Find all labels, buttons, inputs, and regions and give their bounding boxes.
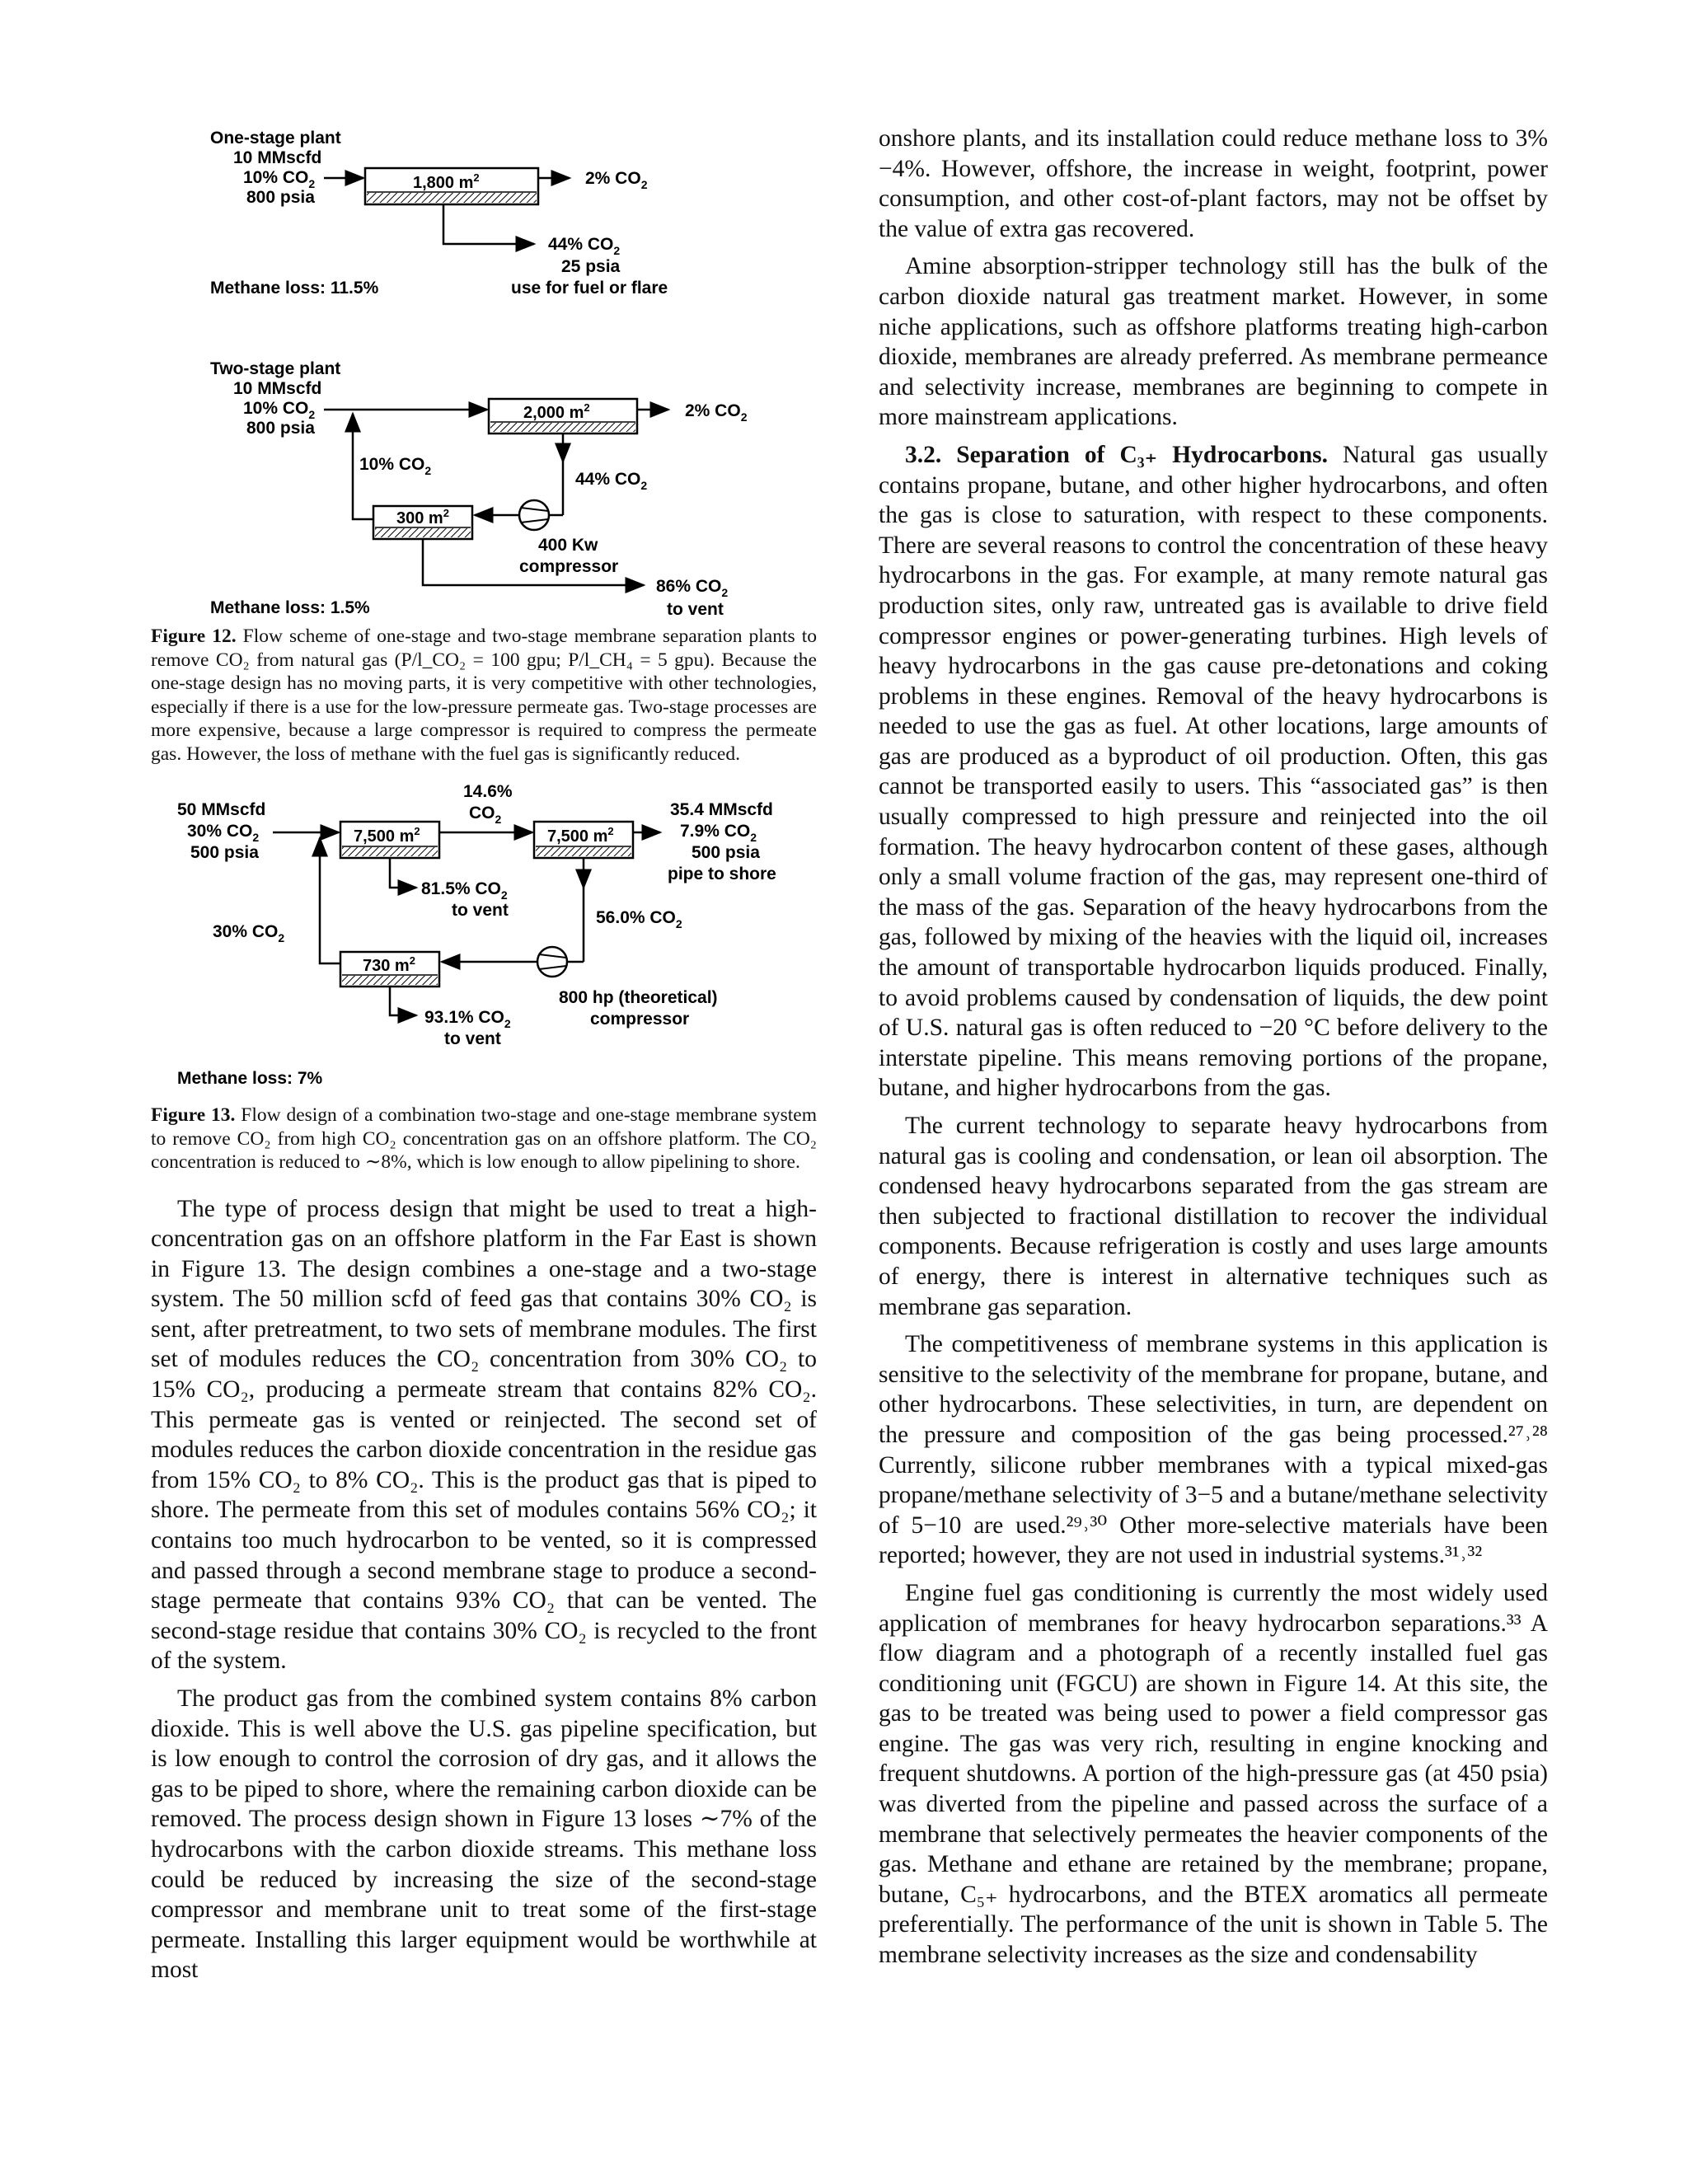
figure-12-caption: [151, 625, 817, 766]
left-paragraph-2: The product gas from the combined system contains 8% carbon dioxide. This is well above the U.S. gas pipeline specification, but is low enough to control the corrosion of dry gas, and it allows the gas to be piped to shore, where the remaining carbon dioxide can be removed. The process design shown in Figure 13 loses ∼7% of the hydrocarbons with the carbon dioxide streams. This methane loss could be reduced by increasing the size of the second-stage compressor and membrane unit to treat some of the first-stage permeate. Installing this larger equipment would be worthwhile at most: [151, 1685, 817, 1984]
fig13-feed-flow: 50 MMscfd: [177, 800, 266, 819]
fig13-product-co2: 7.9% $CO_2$: [680, 822, 757, 844]
figure-12-caption-text: Flow scheme of one-stage and two-stage membrane separation plants to remove CO₂ from natural gas (P/l_CO₂ = 100 gpu; P/l_CH₄ = 5 gpu). Because the one-stage design has no moving parts, it is very competitive with other technologies, especially if there is a use for the low-pressure permeate gas. Two-stage processes are more expensive, because a large compressor is required to compress the permeate gas. However, the loss of methane with the fuel gas is significantly reduced.: [151, 626, 817, 765]
figure-12-diagram: [151, 124, 817, 626]
two-stage-feed-flow: 10 MMscfd: [233, 379, 322, 398]
one-stage-residue: 2% $CO_2$: [585, 169, 648, 191]
fig13-interstage-co2: $CO_2$: [469, 804, 502, 826]
two-stage-feed-pressure: 800 psia: [246, 419, 315, 438]
one-stage-feed-flow: 10 MMscfd: [233, 148, 322, 167]
fig13-feed-pressure: 500 psia: [190, 843, 259, 862]
left-paragraph-1: The type of process design that might be used to treat a high-concentration gas on an offshore platform in the Far East is shown in Figure 13. The design combines a one-stage and a two-stage system. The 50 million scfd of feed gas that contains 30% CO₂ is sent, after pretreatment, to two sets of membrane modules. The first set of modules reduces the CO₂ concentration from 30% CO₂ to 15% CO₂, producing a permeate stream that contains 82% CO₂. This permeate gas is vented or reinjected. The second set of modules reduces the carbon dioxide concentration in the residue gas from 15% CO₂ to 8% CO₂. This is the product gas that is piped to shore. The permeate from this set of modules contains 56% CO₂; it contains too much hydrocarbon to be vented, so it is compressed and passed through a second membrane stage to produce a second-stage permeate that contains 93% CO₂ that can be vented. The second-stage residue that contains 30% CO₂ is recycled to the front of the system.: [151, 1195, 817, 1675]
two-stage-residue: 2% $CO_2$: [685, 401, 748, 424]
one-stage-feed-co2: 10% $CO_2$: [243, 168, 316, 190]
two-stage-title: Two-stage plant: [210, 359, 341, 378]
two-stage-methane-loss: Methane loss: 1.5%: [210, 598, 370, 617]
fig13-vent2-label: to vent: [444, 1029, 501, 1048]
right-paragraph-6: Engine fuel gas conditioning is currently the most widely used application of membranes for heavy hydrocarbon separations.³³ A flow diagram and a photograph of a recently installed fuel gas conditioning unit (FGCU) are shown in Figure 14. At this site, the gas to be treated was being used to power a field compressor gas engine. The gas was very rich, resulting in engine knocking and frequent shutdowns. A portion of the high-pressure gas (at 450 psia) was diverted from the pipeline and passed across the surface of a membrane that selectively permeates the heavier components of the gas. Methane and ethane are retained by the membrane; propane, butane, C₅₊ hydrocarbons, and the BTEX aromatics all permeate preferentially. The performance of the unit is shown in Table 5. The membrane selectivity increases as the size and condensability: [879, 1579, 1548, 1969]
one-stage-membrane-hatch: [367, 193, 537, 203]
one-stage-membrane-area: 1,800 $m^2$: [413, 171, 480, 192]
fig13-product-flow: 35.4 MMscfd: [670, 800, 773, 819]
two-stage-permeate1-co2: 44% $CO_2$: [575, 470, 648, 492]
figure-13-caption-text: Flow design of a combination two-stage and one-stage membrane system to remove CO₂ from high CO₂ concentration gas on an offshore platform. The CO₂ concentration is reduced to ∼8%, which is low enough to allow pipelining to shore.: [151, 1104, 817, 1173]
fig13-membrane2-area: 7,500 $m^2$: [547, 825, 614, 846]
fig13-product-dest: pipe to shore: [668, 865, 776, 883]
two-stage-compressor-icon: [519, 500, 549, 530]
fig13-membrane3-area: 730 $m^2$: [363, 954, 415, 975]
one-stage-title: One-stage plant: [210, 129, 341, 148]
fig13-methane-loss: Methane loss: 7%: [177, 1069, 323, 1088]
fig13-interstage-pct: 14.6%: [463, 782, 513, 801]
fig13-membrane1-area: 7,500 $m^2$: [354, 825, 420, 846]
fig13-vent1-co2: 81.5% $CO_2$: [421, 879, 508, 902]
figure-12-caption-label: Figure 12.: [151, 626, 237, 647]
fig13-vent1-label: to vent: [452, 901, 509, 920]
fig13-compressor-icon: [537, 947, 567, 977]
fig13-permeate2-co2: 56.0% $CO_2$: [596, 908, 682, 930]
fig13-vent1-arrow: [390, 858, 416, 888]
figure-13-diagram: [151, 780, 817, 1102]
fig13-feed-co2: 30% $CO_2$: [187, 822, 260, 844]
fig13-recycle-arrow: [320, 838, 340, 963]
two-stage-membrane1-area: 2,000 $m^2$: [523, 401, 590, 422]
figure-13-caption: [151, 1104, 817, 1174]
section-body: Natural gas usually contains propane, butane, and other higher hydrocarbons, and often the gas is close to saturation, with respect to these components. There are several reasons to control the concentration of these heavy hydrocarbons in the gas. For example, at many remote natural gas production sites, only raw, untreated gas is available to drive field compressor engines or power-generating turbines. High levels of heavy hydrocarbons in the gas cause pre-detonations and coking problems in these engines. Removal of the heavy hydrocarbons is needed to use the gas as fuel. At other locations, large amounts of gas are produced as a byproduct of oil production. Often, this gas cannot be transported easily to users. This “associated gas” is then usually compressed to high pressure and reinjected into the oil formation. The heavy hydrocarbon content of these gases, although only a small volume fraction of the gas, may represent one-third of the mass of the gas. Separation of the heavy hydrocarbons from the gas, followed by mixing of the heavies with the liquid oil, increases the amount of transportable hydrocarbon liquids produced. Finally, to avoid problems caused by condensation of liquids, the dew point of U.S. natural gas is often reduced to −20 °C before delivery to the interstate pipeline. This means removing portions of the propane, butane, and higher hydrocarbons from the gas.: [879, 441, 1548, 1102]
two-stage-compressor-label: compressor: [519, 557, 619, 576]
one-stage-permeate-co2: 44% $CO_2$: [548, 235, 621, 257]
figure-13-caption-label: Figure 13.: [151, 1104, 236, 1126]
section-heading: 3.2. Separation of C₃₊ Hydrocarbons.: [905, 441, 1328, 468]
one-stage-permeate-use: use for fuel or flare: [511, 279, 668, 298]
one-stage-permeate-pressure: 25 psia: [561, 257, 621, 276]
two-stage-recycle-co2: 10% $CO_2$: [359, 455, 432, 477]
one-stage-feed-pressure: 800 psia: [246, 188, 315, 207]
two-stage-vent-co2: 86% $CO_2$: [656, 577, 729, 599]
two-stage-membrane2-area: 300 $m^2$: [396, 507, 449, 527]
right-paragraph-3: [879, 440, 1548, 1104]
one-stage-permeate-arrow: [443, 204, 534, 244]
right-paragraph-2: Amine absorption-stripper technology still has the bulk of the carbon dioxide natural gas treatment market. However, in some niche applications, such as offshore platforms treating high-carbon dioxide, membranes are already preferred. As membrane permeance and selectivity increase, membranes are beginning to compete in more mainstream applications.: [879, 253, 1548, 431]
fig13-recycle-co2: 30% $CO_2$: [213, 922, 285, 944]
right-paragraph-5: The competitiveness of membrane systems in this application is sensitive to the selectivity of the membrane for propane, butane, and other hydrocarbons. These selectivities, in turn, are dependent on the pressure and composition of the gas being processed.²⁷˒²⁸ Currently, silicone rubber membranes with a typical mixed-gas propane/methane selectivity of 3−5 and a butane/methane selectivity of 5−10 are used.²⁹˒³⁰ Other more-selective materials have been reported; however, they are not used in industrial systems.³¹˒³²: [879, 1331, 1548, 1569]
right-paragraph-1: onshore plants, and its installation could reduce methane loss to 3%−4%. However, offshore, the increase in weight, footprint, power consumption, and other cost-of-plant factors, may not be offset by the value of extra gas recovered.: [879, 125, 1548, 242]
fig13-compressor-label: compressor: [590, 1010, 690, 1029]
fig13-compressor-power: 800 hp (theoretical): [559, 988, 718, 1007]
two-stage-compressor-power: 400 Kw: [538, 536, 598, 555]
right-paragraph-4: The current technology to separate heavy hydrocarbons from natural gas is cooling and condensation, or lean oil absorption. The condensed heavy hydrocarbons separated from the gas stream are then subjected to fractional distillation to recover the individual components. Because refrigeration is costly and uses large amounts of energy, there is interest in alternative techniques such as membrane gas separation.: [879, 1113, 1548, 1320]
fig13-vent2-arrow: [390, 987, 416, 1015]
right-column: [879, 124, 1548, 1978]
one-stage-methane-loss: Methane loss: 11.5%: [210, 279, 379, 298]
fig13-product-pressure: 500 psia: [692, 843, 760, 862]
left-column: [151, 124, 817, 1993]
two-stage-vent-label: to vent: [667, 600, 724, 619]
fig13-vent2-co2: 93.1% $CO_2$: [424, 1008, 511, 1030]
two-stage-feed-co2: 10% $CO_2$: [243, 399, 316, 421]
